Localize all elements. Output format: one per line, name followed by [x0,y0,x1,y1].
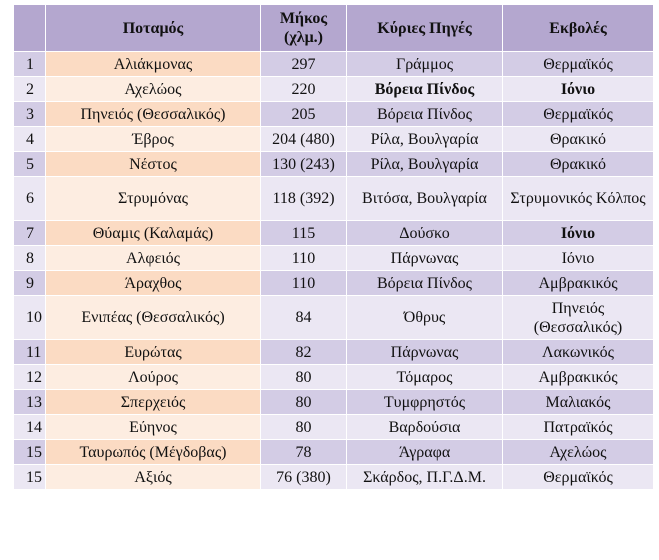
table-row [14,246,654,271]
river-name: Αχελώος [46,77,261,102]
row-index: 12 [14,365,46,390]
row-index: 13 [14,390,46,415]
river-length: 205 [261,102,347,127]
river-length: 76 (380) [261,465,347,490]
row-index: 11 [14,340,46,365]
table-row [14,221,654,246]
river-source: Βόρεια Πίνδος [347,271,503,296]
river-name: Ταυρωπός (Μέγδοβας) [46,440,261,465]
table-row [14,271,654,296]
river-name: Έβρος [46,127,261,152]
river-name: Αλφειός [46,246,261,271]
table-header-row [14,5,654,52]
table-row [14,340,654,365]
row-index: 9 [14,271,46,296]
river-mouth: Μαλιακός [503,390,654,415]
row-index: 15 [14,465,46,490]
row-index: 10 [14,296,46,340]
river-mouth: Θερμαϊκός [503,465,654,490]
table-row [14,440,654,465]
table-row [14,177,654,221]
river-length: 78 [261,440,347,465]
table-row [14,390,654,415]
header-mouth: Εκβολές [503,5,654,52]
river-name: Πηνειός (Θεσσαλικός) [46,102,261,127]
river-source: Τυμφρηστός [347,390,503,415]
river-mouth: Αχελώος [503,440,654,465]
river-name: Αλιάκμονας [46,52,261,77]
river-source: Άγραφα [347,440,503,465]
river-mouth: Πατραϊκός [503,415,654,440]
river-name: Θύαμις (Καλαμάς) [46,221,261,246]
river-name: Λούρος [46,365,261,390]
river-source: Δούσκο [347,221,503,246]
river-length: 297 [261,52,347,77]
row-index: 1 [14,52,46,77]
row-index: 2 [14,77,46,102]
table-row [14,52,654,77]
river-source: Βιτόσα, Βουλγαρία [347,177,503,221]
river-length: 84 [261,296,347,340]
row-index: 7 [14,221,46,246]
table-row [14,152,654,177]
river-mouth: Ιόνιο [503,246,654,271]
river-name: Ενιπέας (Θεσσαλικός) [46,296,261,340]
river-name: Εύηνος [46,415,261,440]
header-river: Ποταμός [46,5,261,52]
river-name: Άραχθος [46,271,261,296]
row-index: 14 [14,415,46,440]
river-source: Βαρδούσια [347,415,503,440]
river-source: Γράμμος [347,52,503,77]
row-index: 8 [14,246,46,271]
table-row [14,127,654,152]
river-mouth: Πηνειός (Θεσσαλικός) [503,296,654,340]
river-mouth: Ιόνιο [503,221,654,246]
river-source: Όθρυς [347,296,503,340]
river-source: Πάρνωνας [347,340,503,365]
river-length: 80 [261,390,347,415]
river-length: 130 (243) [261,152,347,177]
river-name: Σπερχειός [46,390,261,415]
river-length: 110 [261,246,347,271]
river-mouth: Λακωνικός [503,340,654,365]
river-length: 118 (392) [261,177,347,221]
river-source: Βόρεια Πίνδος [347,102,503,127]
header-source: Κύριες Πηγές [347,5,503,52]
table-row [14,77,654,102]
river-length: 80 [261,365,347,390]
river-mouth: Ιόνιο [503,77,654,102]
river-source: Τόμαρος [347,365,503,390]
river-name: Ευρώτας [46,340,261,365]
row-index: 15 [14,440,46,465]
table-row [14,102,654,127]
river-mouth: Θρακικό [503,127,654,152]
river-length: 220 [261,77,347,102]
river-mouth: Στρυμονικός Κόλπος [503,177,654,221]
river-source: Πάρνωνας [347,246,503,271]
table-row [14,296,654,340]
river-length: 82 [261,340,347,365]
river-source: Ρίλα, Βουλγαρία [347,152,503,177]
river-length: 204 (480) [261,127,347,152]
table-row [14,365,654,390]
river-name: Στρυμόνας [46,177,261,221]
river-mouth: Αμβρακικός [503,271,654,296]
row-index: 5 [14,152,46,177]
river-length: 80 [261,415,347,440]
header-length: Μήκος (χλμ.) [261,5,347,52]
row-index: 6 [14,177,46,221]
table-row [14,465,654,490]
river-mouth: Αμβρακικός [503,365,654,390]
river-length: 115 [261,221,347,246]
river-name: Αξιός [46,465,261,490]
row-index: 3 [14,102,46,127]
river-source: Βόρεια Πίνδος [347,77,503,102]
river-mouth: Θρακικό [503,152,654,177]
river-source: Σκάρδος, Π.Γ.Δ.Μ. [347,465,503,490]
header-index [14,5,46,52]
row-index: 4 [14,127,46,152]
river-mouth: Θερμαϊκός [503,102,654,127]
river-source: Ρίλα, Βουλγαρία [347,127,503,152]
river-length: 110 [261,271,347,296]
river-name: Νέστος [46,152,261,177]
river-mouth: Θερμαϊκός [503,52,654,77]
table-row [14,415,654,440]
rivers-table [13,4,654,490]
